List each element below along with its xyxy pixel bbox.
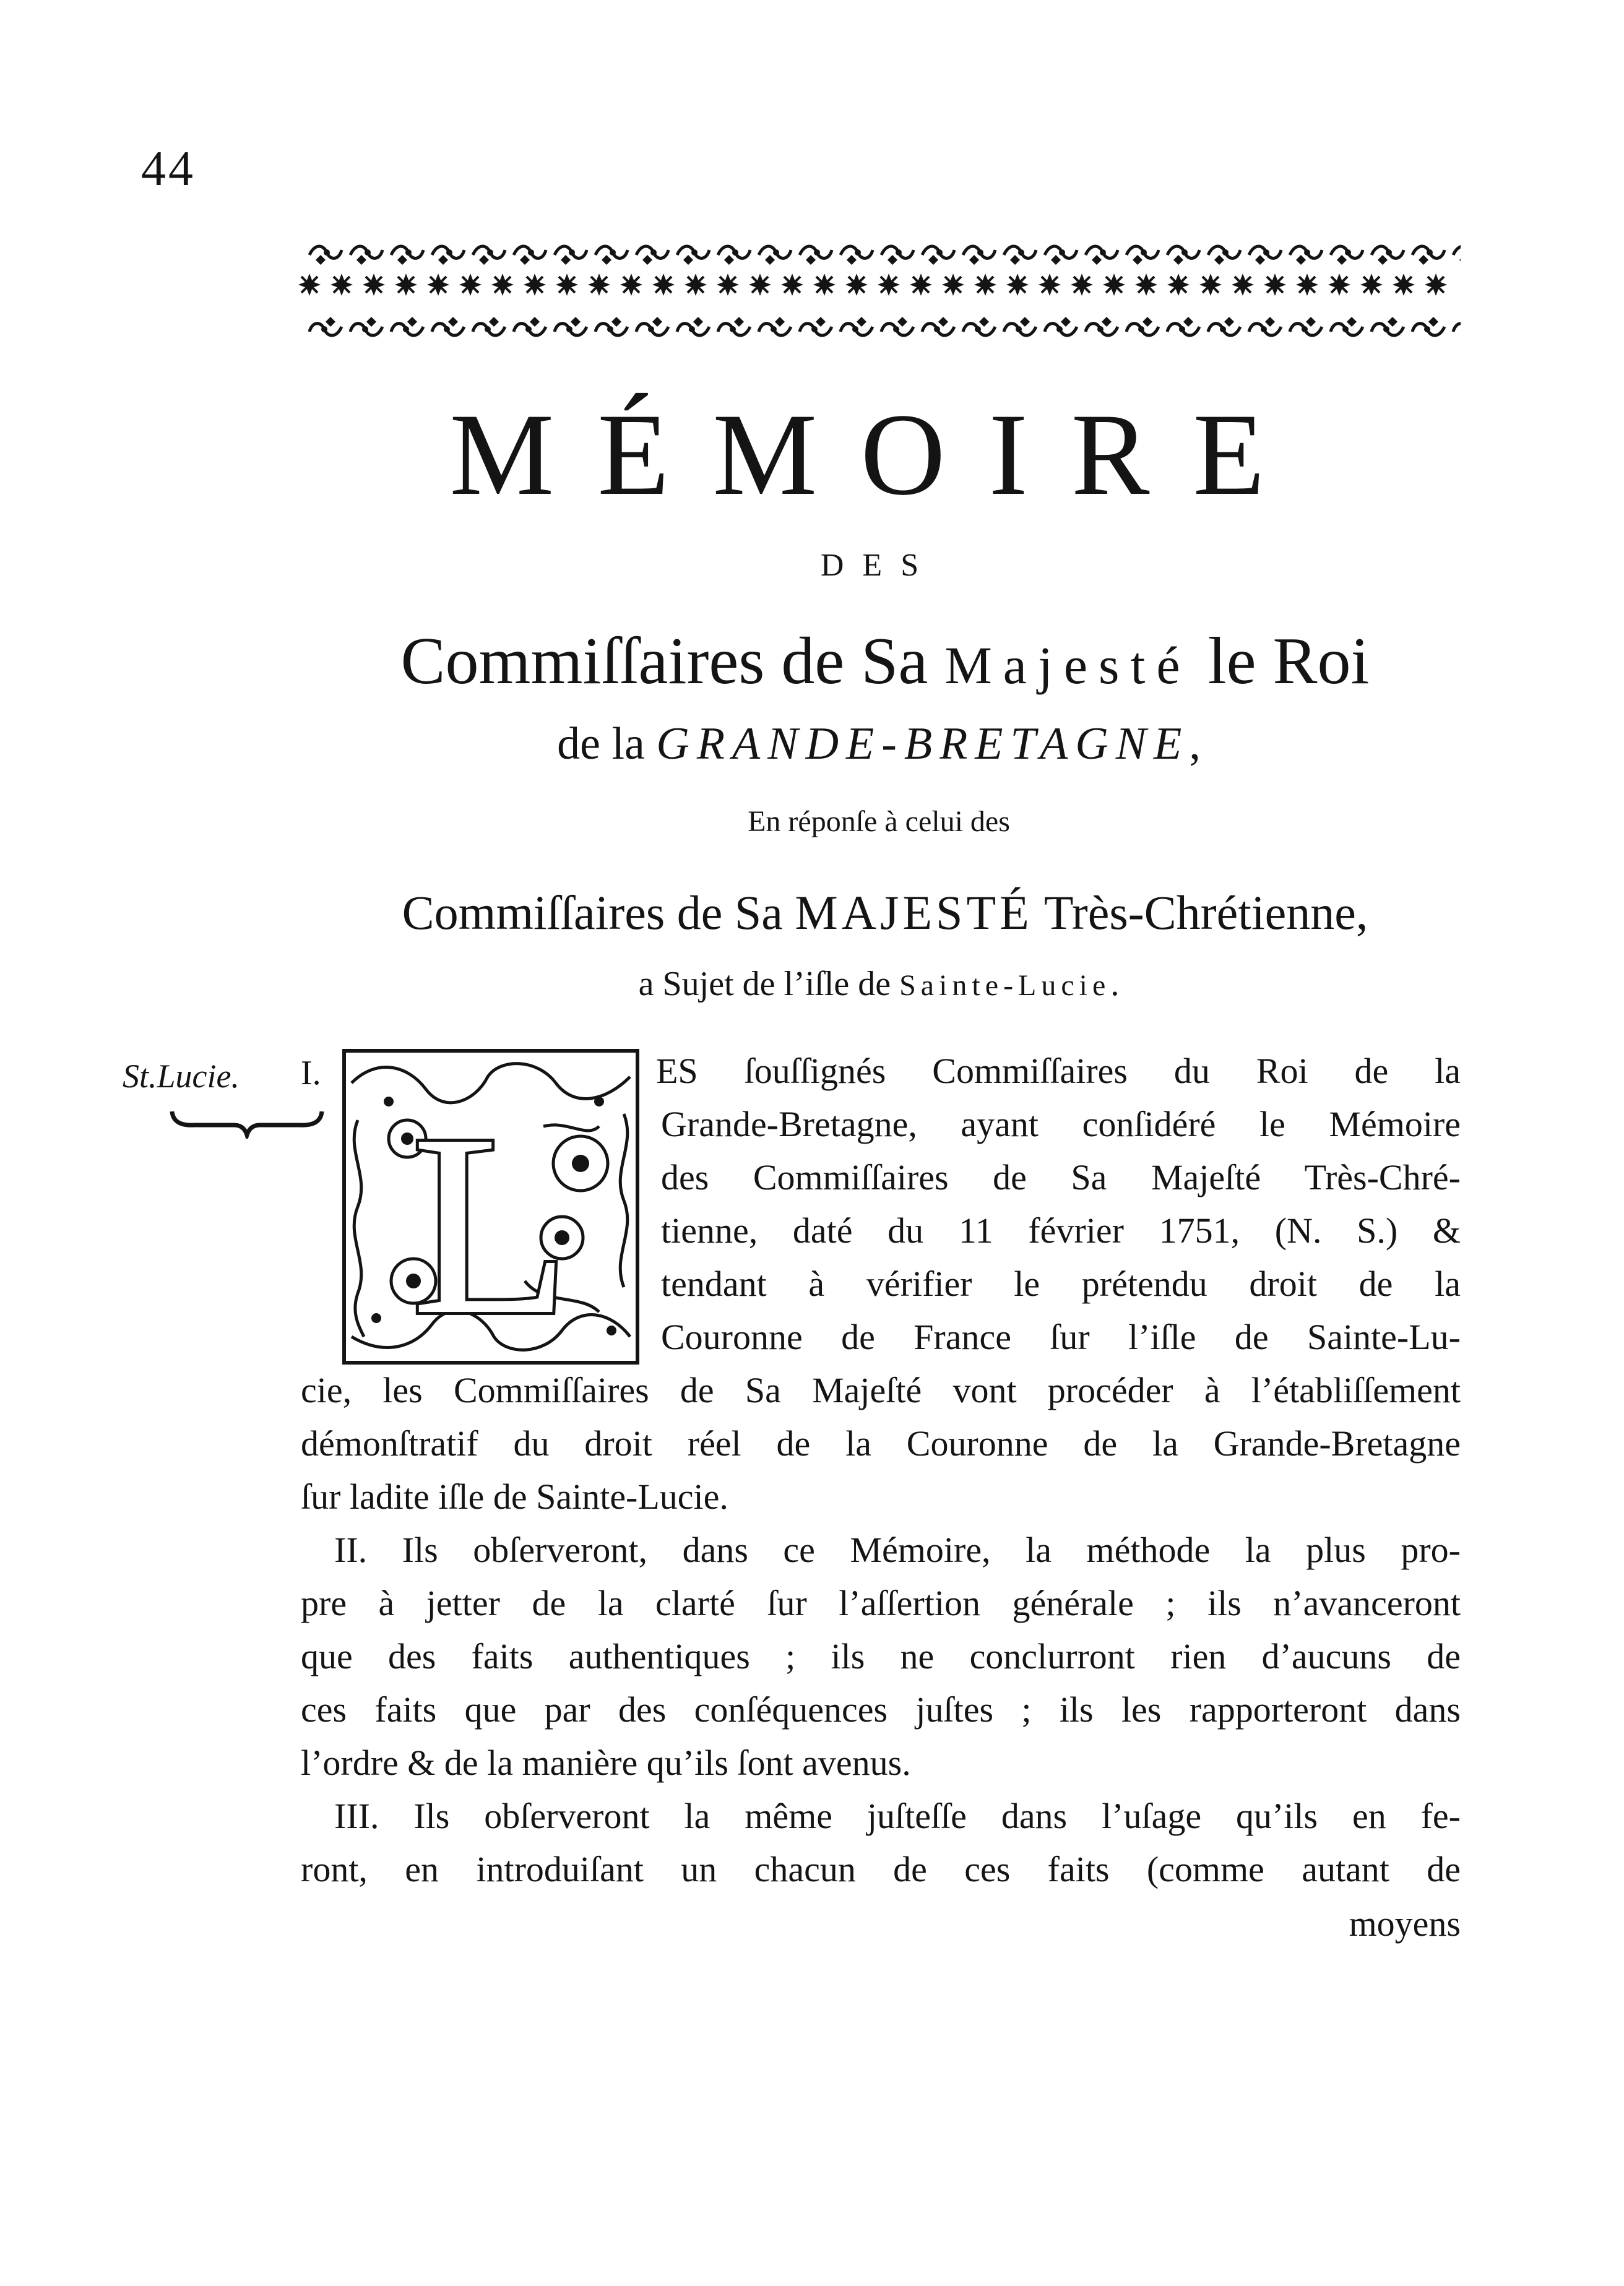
heading-line-1-majeste: Majesté	[944, 636, 1191, 695]
ornament-fleuron-icon	[1086, 317, 1118, 335]
heading-line-1	[186, 625, 1584, 699]
ornament-fleuron-icon	[1296, 274, 1318, 296]
ornament-fleuron-icon	[1412, 317, 1445, 335]
decorative-ornament-band	[297, 223, 1461, 347]
ornament-fleuron-icon	[1208, 246, 1240, 265]
ornament-fleuron-icon	[1393, 274, 1415, 296]
ornament-fleuron-icon	[620, 274, 642, 296]
ornament-fleuron-icon	[677, 246, 709, 265]
heading-line-5-end: .	[1110, 965, 1120, 1003]
ornament-fleuron-icon	[813, 274, 836, 296]
ornament-fleuron-icon	[1199, 274, 1222, 296]
body-line: Couronne de France ſur l’iſle de Sainte-Lu-	[661, 1317, 1461, 1357]
ornament-fleuron-icon	[1290, 246, 1322, 265]
ornament-fleuron-icon	[524, 274, 546, 296]
ornament-fleuron-icon	[1045, 246, 1077, 265]
ornament-fleuron-icon	[514, 317, 546, 335]
ornament-fleuron-icon	[1045, 317, 1077, 335]
ornament-fleuron-icon	[556, 274, 578, 296]
heading-line-5-start: a Sujet de l’iſle de	[638, 965, 900, 1003]
ornament-fleuron-icon	[1249, 246, 1281, 265]
ornament-fleuron-icon	[963, 246, 995, 265]
ornament-fleuron-icon	[845, 274, 868, 296]
heading-line-3: En réponſe à celui des	[748, 805, 1010, 838]
ornament-fleuron-icon	[1103, 274, 1125, 296]
ornament-fleuron-icon	[459, 274, 482, 296]
ornament-fleuron-icon	[922, 317, 954, 335]
body-line: II. Ils obſerveront, dans ce Mémoire, la méthode la plus pro-	[334, 1530, 1461, 1570]
ornament-fleuron-icon	[1006, 274, 1029, 296]
ornament-fleuron-icon	[1371, 246, 1404, 265]
ornament-fleuron-icon	[491, 274, 514, 296]
ornament-fleuron-icon	[1004, 246, 1036, 265]
body-line: Grande-Bretagne, ayant conſidéré le Mémoire	[661, 1104, 1461, 1144]
ornament-fleuron-icon	[840, 246, 873, 265]
ornament-fleuron-icon	[974, 274, 996, 296]
body-line: III. Ils obſerveront la même juſteſſe dans l’uſage qu’ils en fe-	[334, 1796, 1461, 1836]
ornament-fleuron-icon	[1249, 317, 1281, 335]
ornament-fleuron-icon	[588, 274, 610, 296]
body-line: l’ordre & de la manière qu’ils ſont avenus.	[301, 1743, 911, 1783]
ornament-fleuron-icon	[800, 246, 832, 265]
ornament-fleuron-icon	[1086, 246, 1118, 265]
heading-line-4	[186, 885, 1584, 941]
ornament-fleuron-icon	[1208, 317, 1240, 335]
margin-note: St.Lucie.	[123, 1058, 240, 1095]
ornament-fleuron-icon	[363, 274, 385, 296]
ornament-fleuron-icon	[427, 274, 449, 296]
ornament-fleuron-icon	[1264, 274, 1286, 296]
ornament-fleuron-icon	[1004, 317, 1036, 335]
ornament-fleuron-icon	[330, 274, 353, 296]
ornament-fleuron-icon	[749, 274, 771, 296]
ornament-fleuron-icon	[432, 246, 464, 265]
body-line: ES ſouſſignés Commiſſaires du Roi de la	[656, 1051, 1461, 1091]
ornament-fleuron-icon	[717, 274, 739, 296]
ornament-fleuron-icon	[718, 317, 750, 335]
ornament-fleuron-icon	[1071, 274, 1093, 296]
ornament-fleuron-icon	[1126, 246, 1159, 265]
body-line: des Commiſſaires de Sa Majeſté Très-Chré-	[661, 1157, 1461, 1197]
ornament-fleuron-icon	[555, 317, 587, 335]
ornament-fleuron-icon	[1232, 274, 1254, 296]
ornament-fleuron-icon	[636, 246, 668, 265]
ornament-fleuron-icon	[350, 246, 382, 265]
heading-line-4-majeste: MAJESTÉ	[795, 886, 1033, 939]
ornament-fleuron-icon	[514, 246, 546, 265]
body-line: ces faits que par des conſéquences juſtes ; ils les rapporteront dans	[301, 1689, 1461, 1730]
ornament-fleuron-icon	[391, 317, 423, 335]
heading-line-1-start: Commiſſaires de Sa	[400, 624, 945, 698]
ornament-fleuron-icon	[759, 246, 791, 265]
ornament-fleuron-icon	[677, 317, 709, 335]
ornament-fleuron-icon	[881, 246, 914, 265]
ornament-fleuron-icon	[595, 317, 628, 335]
heading-line-2-end: ,	[1189, 718, 1201, 769]
body-line: tienne, daté du 11 février 1751, (N. S.) &	[661, 1210, 1461, 1251]
page-title: MÉMOIRE	[449, 390, 1308, 520]
ornament-fleuron-icon	[309, 246, 342, 265]
body-line: ront, en introduiſant un chacun de ces faits (comme autant de	[301, 1849, 1461, 1889]
ornament-fleuron-icon	[1167, 246, 1199, 265]
ornament-fleuron-icon	[473, 246, 505, 265]
ornament-fleuron-icon	[652, 274, 675, 296]
body-line: pre à jetter de la clarté ſur l’aſſertion générale ; ils n’avanceront	[301, 1583, 1461, 1623]
ornament-fleuron-icon	[1360, 274, 1383, 296]
ornament-fleuron-icon	[963, 317, 995, 335]
heading-line-2-grande-bretagne: GRANDE-BRETAGNE	[656, 718, 1190, 769]
ornament-fleuron-icon	[309, 317, 342, 335]
heading-line-2	[285, 718, 1473, 770]
catchword: moyens	[1349, 1904, 1461, 1944]
ornament-fleuron-icon	[1328, 274, 1350, 296]
ornament-fleuron-icon	[395, 274, 417, 296]
ornament-fleuron-icon	[432, 317, 464, 335]
ornament-fleuron-icon	[1039, 274, 1061, 296]
heading-line-4-start: Commiſſaires de Sa	[402, 886, 795, 939]
ornament-fleuron-icon	[1412, 246, 1445, 265]
ornament-fleuron-icon	[800, 317, 832, 335]
ornament-fleuron-icon	[942, 274, 964, 296]
decorated-initial-l-icon	[339, 1046, 642, 1368]
ornament-fleuron-icon	[781, 274, 803, 296]
ornament-fleuron-icon	[1135, 274, 1157, 296]
body-line: tendant à vérifier le prétendu droit de la	[661, 1264, 1461, 1304]
ornament-fleuron-icon	[881, 317, 914, 335]
ornament-fleuron-icon	[636, 317, 668, 335]
heading-line-5-sainte-lucie: Sainte-Lucie	[899, 969, 1111, 1002]
ornament-fleuron-icon	[759, 317, 791, 335]
heading-line-5	[285, 964, 1473, 1004]
ornament-fleuron-icon	[1425, 274, 1447, 296]
drop-cap-letter: L	[411, 1080, 571, 1368]
body-line: démonſtratif du droit réel de la Couronne de la Grande-Bretagne	[301, 1423, 1461, 1464]
ornament-fleuron-icon	[555, 246, 587, 265]
ornament-fleuron-icon	[595, 246, 628, 265]
ornament-fleuron-icon	[1126, 317, 1159, 335]
ornament-fleuron-icon	[1290, 317, 1322, 335]
heading-line-4-end: Très-Chrétienne,	[1032, 886, 1368, 939]
ornament-fleuron-icon	[473, 317, 505, 335]
ornament-fleuron-icon	[878, 274, 900, 296]
ornament-fleuron-icon	[1453, 246, 1461, 265]
body-line: ſur ladite iſle de Sainte-Lucie.	[301, 1477, 728, 1517]
body-line: que des faits authentiques ; ils ne conclurront rien d’aucuns de	[301, 1636, 1461, 1676]
ornament-fleuron-icon	[1371, 317, 1404, 335]
ornament-fleuron-icon	[910, 274, 932, 296]
page-number: 44	[141, 142, 196, 196]
heading-line-1-end: le Roi	[1191, 624, 1370, 698]
ornament-fleuron-icon	[1331, 317, 1363, 335]
ornament-fleuron-icon	[685, 274, 707, 296]
heading-line-2-start: de la	[557, 718, 657, 769]
ornament-fleuron-icon	[1453, 317, 1461, 335]
ornament-fleuron-icon	[1167, 274, 1190, 296]
ornament-fleuron-icon	[298, 274, 321, 296]
ornament-fleuron-icon	[840, 317, 873, 335]
paragraph-number-1: I.	[301, 1054, 321, 1092]
heading-des: DES	[820, 548, 938, 583]
ornament-fleuron-icon	[1331, 246, 1363, 265]
ornament-fleuron-icon	[391, 246, 423, 265]
ornament-fleuron-icon	[350, 317, 382, 335]
body-line: cie, les Commiſſaires de Sa Majeſté vont procéder à l’établiſſement	[301, 1370, 1461, 1410]
ornament-fleuron-icon	[718, 246, 750, 265]
margin-brace-icon	[170, 1108, 324, 1139]
ornament-fleuron-icon	[1167, 317, 1199, 335]
ornament-fleuron-icon	[922, 246, 954, 265]
